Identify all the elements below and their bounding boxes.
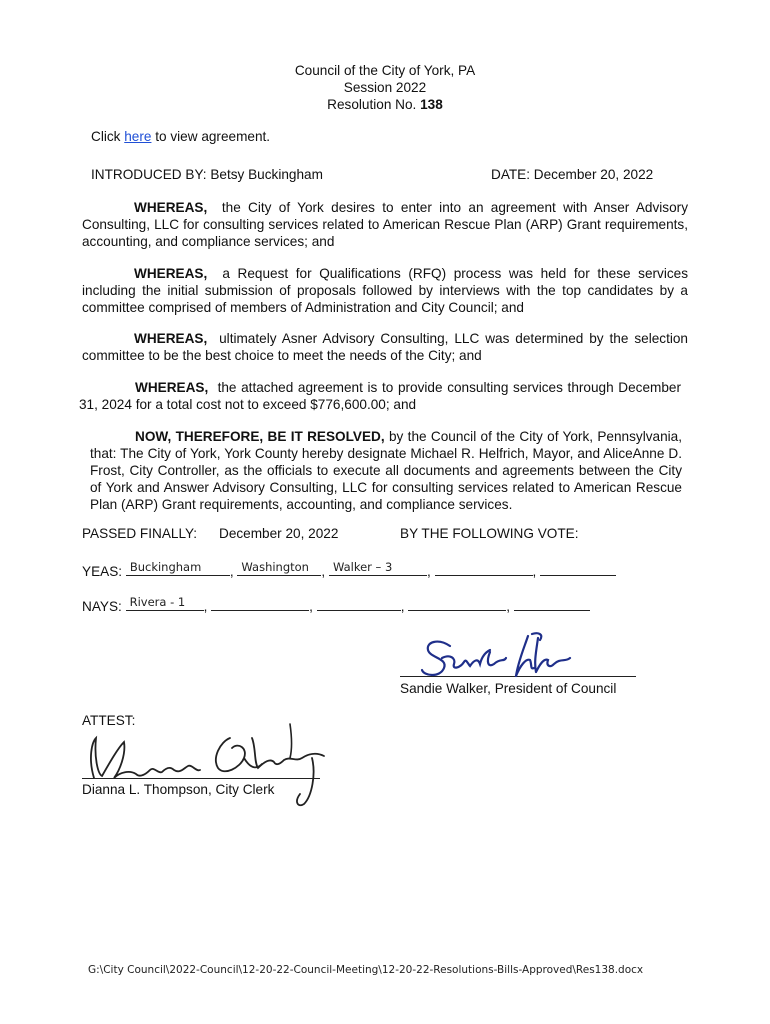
yea-name: Walker – 3 [332,560,393,574]
attest-label: ATTEST: [82,713,136,728]
nay-blank [211,596,309,611]
resolution-number: 138 [420,97,443,112]
yea-name: Buckingham [129,560,202,574]
president-name-title: Sandie Walker, President of Council [400,681,617,696]
whereas-paragraph-4: WHEREAS, the attached agreement is to provide consulting services through December 31, 2024 for a total cost not to exceed $776,600.00; and [79,380,681,412]
resolution-date: DATE: December 20, 2022 [491,167,654,182]
nay-blank [317,596,401,611]
whereas-paragraph-1: WHEREAS, the City of York desires to enter into an agreement with Anser Advisory Consulting, LLC for consulting services related to American Rescue Plan (ARP) Grant requirements, accounting, and compliance services; and [82,200,688,249]
yea-blank [237,561,321,576]
whereas-paragraph-3: WHEREAS, ultimately Asner Advisory Consulting, LLC was determined by the selection committee to be the best choice to meet the needs of the City; and [82,331,688,363]
clerk-name-title: Dianna L. Thompson, City Clerk [82,782,275,797]
resolution-prefix: Resolution No. [327,97,421,112]
nay-name: Rivera - 1 [129,595,186,609]
yea-blank [329,561,427,576]
following-vote-label: BY THE FOLLOWING VOTE: [400,526,579,541]
agreement-link[interactable]: here [124,129,152,144]
nays-row: NAYS: Rivera - 1 , , , , [82,596,590,614]
introduced-by: INTRODUCED BY: Betsy Buckingham [91,167,323,182]
clerk-signature-image [80,718,340,818]
passed-date: December 20, 2022 [219,526,339,541]
yeas-row: YEAS: Buckingham , Washington , Walker – 3 , , [82,561,616,579]
yea-blank [435,561,533,576]
session-heading: Session 2022 [343,80,427,95]
yea-blank [540,561,616,576]
nay-blank [408,596,506,611]
passed-finally-label: PASSED FINALLY: [82,526,198,541]
resolution-heading [0,96,770,113]
nays-label: NAYS: [82,599,122,614]
nay-blank [126,596,204,611]
yea-blank [126,561,230,576]
document-file-path: G:\City Council\2022-Council\12-20-22-Council-Meeting\12-20-22-Resolutions-Bills-Approved\Res138.docx [88,964,644,976]
resolved-paragraph: NOW, THEREFORE, BE IT RESOLVED, by the Council of the City of York, Pennsylvania, that: The City of York, York County hereby designate Michael R. Helfrich, Mayor, and AliceAnne D. Frost, City Controller, as the officials to execute all documents and agreements between the City of York and Answer Advisory Consulting, LLC for consulting services related to American Rescue Plan (ARP) Grant requirements, accounting, and compliance services. [90,429,682,512]
council-heading: Council of the City of York, PA [294,63,476,78]
agreement-link-line: Click here to view agreement. [91,129,271,144]
whereas-paragraph-2: WHEREAS, a Request for Qualifications (RFQ) process was held for these services including the initial submission of proposals followed by interviews with the top candidates by a committee comprised of members of Administration and City Council; and [82,266,688,315]
nay-blank [514,596,590,611]
yea-name: Washington [241,560,309,574]
yeas-label: YEAS: [82,564,123,579]
